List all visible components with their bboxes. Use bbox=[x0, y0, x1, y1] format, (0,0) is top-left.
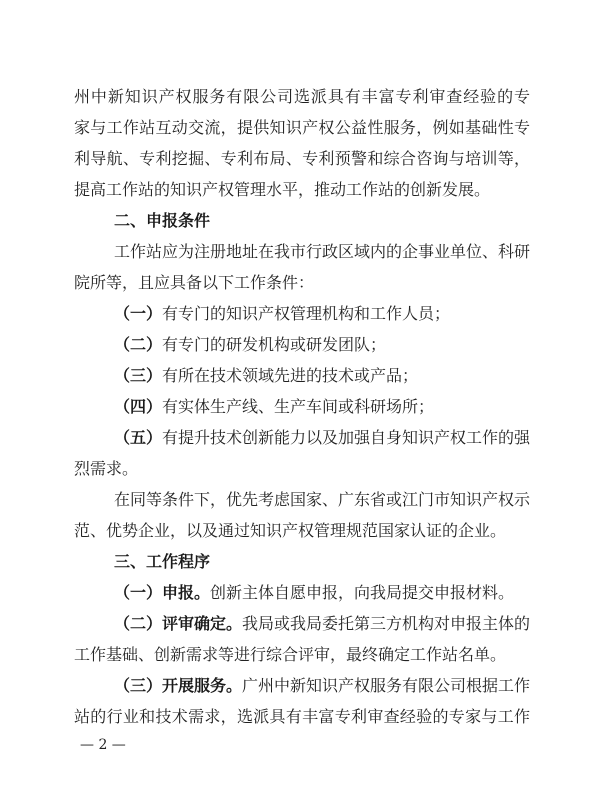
paragraph-line: 范、优势企业，以及通过知识产权管理规范国家认证的企业。 bbox=[74, 521, 507, 540]
paragraph-line: 提高工作站的知识产权管理水平，推动工作站的创新发展。 bbox=[74, 180, 491, 199]
procedure-label: （一）申报。 bbox=[114, 583, 211, 602]
procedure-text: 创新主体自愿申报，向我局提交申报材料。 bbox=[210, 583, 515, 602]
condition-number: （五） bbox=[114, 428, 163, 447]
paragraph-line: 工作站应为注册地址在我市行政区域内的企事业单位、科研 bbox=[114, 242, 530, 261]
procedure-text: 广州中新知识产权服务有限公司根据工作 bbox=[242, 676, 530, 695]
paragraph-line: 在同等条件下，优先考虑国家、广东省或江门市知识产权示 bbox=[114, 490, 530, 509]
section-heading: 三、工作程序 bbox=[114, 552, 211, 571]
page-number: — 2 — bbox=[80, 737, 126, 753]
condition-item bbox=[114, 396, 530, 418]
procedure-label: （二）评审确定。 bbox=[114, 614, 243, 633]
condition-text: 有专门的研发机构或研发团队； bbox=[162, 335, 387, 354]
procedure-text: 我局或我局委托第三方机构对申报主体的 bbox=[242, 614, 530, 633]
paragraph-line: 家与工作站互动交流，提供知识产权公益性服务，例如基础性专 bbox=[74, 118, 530, 137]
paragraph-line: 工作基础、创新需求等进行综合评审，最终确定工作站名单。 bbox=[74, 645, 507, 664]
paragraph-line: 利导航、专利挖掘、专利布局、专利预警和综合咨询与培训等， bbox=[74, 149, 530, 168]
condition-number: （三） bbox=[114, 366, 163, 385]
condition-text: 有专门的知识产权管理机构和工作人员； bbox=[162, 304, 451, 323]
condition-text: 有实体生产线、生产车间或科研场所； bbox=[162, 397, 435, 416]
condition-number: （一） bbox=[114, 304, 163, 323]
procedure-item bbox=[114, 675, 530, 697]
condition-text: 有所在技术领域先进的技术或产品； bbox=[162, 366, 419, 385]
section-heading: 二、申报条件 bbox=[114, 211, 211, 230]
procedure-label: （三）开展服务。 bbox=[114, 676, 243, 695]
procedure-item bbox=[114, 582, 530, 604]
condition-number: （二） bbox=[114, 335, 163, 354]
condition-item bbox=[114, 303, 530, 325]
condition-item bbox=[114, 427, 530, 449]
condition-text: 有提升技术创新能力以及加强自身知识产权工作的强 bbox=[162, 428, 530, 447]
condition-item bbox=[114, 334, 530, 356]
paragraph-line: 站的行业和技术需求，选派具有丰富专利审查经验的专家与工作 bbox=[74, 707, 530, 726]
condition-item bbox=[114, 365, 530, 387]
procedure-item bbox=[114, 613, 530, 635]
paragraph-line: 烈需求。 bbox=[74, 459, 139, 478]
paragraph-line: 院所等，且应具备以下工作条件： bbox=[74, 273, 315, 292]
condition-number: （四） bbox=[114, 397, 163, 416]
paragraph-line: 州中新知识产权服务有限公司选派具有丰富专利审查经验的专 bbox=[74, 87, 530, 106]
